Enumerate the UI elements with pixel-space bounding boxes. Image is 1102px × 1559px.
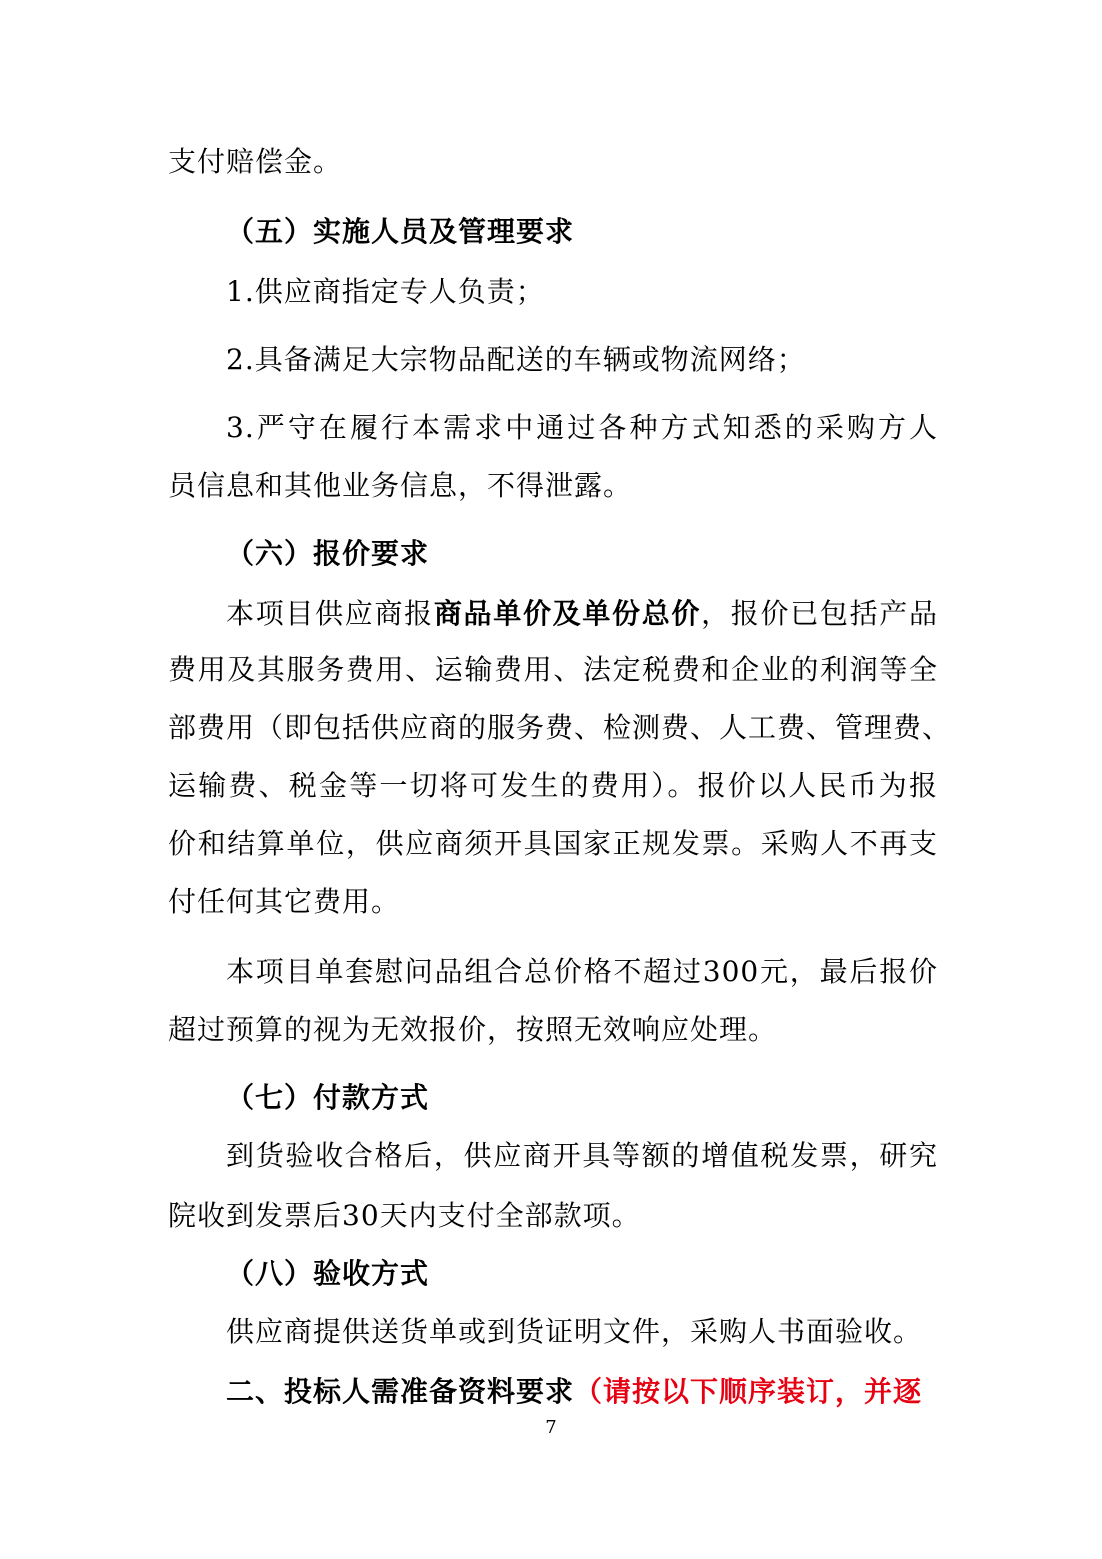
paragraph-line: 到货验收合格后，供应商开具等额的增值税发票，研究 <box>226 1139 938 1172</box>
paragraph-text: 本项目供应商报 <box>226 597 434 630</box>
binding-note: （请按以下顺序装订，并逐 <box>574 1375 923 1408</box>
page-number: 7 <box>545 1417 557 1438</box>
paragraph-line <box>226 594 938 634</box>
list-item-1: 1.供应商指定专人负责； <box>226 275 545 308</box>
paragraph-line: 供应商提供送货单或到货证明文件，采购人书面验收。 <box>226 1315 923 1348</box>
paragraph-line: 费用及其服务费用、运输费用、法定税费和企业的利润等全 <box>168 653 938 686</box>
paragraph-line: 院收到发票后30天内支付全部款项。 <box>168 1199 641 1232</box>
section-heading-5: （五）实施人员及管理要求 <box>226 215 575 248</box>
paragraph-text: ，报价已包括产品 <box>701 597 938 630</box>
paragraph-line: 超过预算的视为无效报价，按照无效响应处理。 <box>168 1013 778 1046</box>
emphasis-text: 商品单价及单份总价 <box>433 597 702 630</box>
list-item-3: 3.严守在履行本需求中通过各种方式知悉的采购方人 <box>226 411 938 444</box>
section-heading-7: （七）付款方式 <box>226 1081 430 1114</box>
paragraph-line: 运输费、税金等一切将可发生的费用）。报价以人民币为报 <box>168 769 938 802</box>
paragraph-line: 支付赔偿金。 <box>168 145 343 178</box>
paragraph-line: 部费用（即包括供应商的服务费、检测费、人工费、管理费、 <box>168 711 952 744</box>
chapter-heading <box>226 1372 938 1412</box>
paragraph-line: 付任何其它费用。 <box>168 885 401 918</box>
section-heading-8: （八）验收方式 <box>226 1257 430 1290</box>
list-item-2: 2.具备满足大宗物品配送的车辆或物流网络； <box>226 343 806 376</box>
paragraph-line: 本项目单套慰问品组合总价格不超过300元，最后报价 <box>226 955 938 988</box>
paragraph-line: 员信息和其他业务信息，不得泄露。 <box>168 469 633 502</box>
paragraph-line: 价和结算单位，供应商须开具国家正规发票。采购人不再支 <box>168 827 938 860</box>
chapter-heading-text: 二、投标人需准备资料要求 <box>226 1375 575 1408</box>
section-heading-6: （六）报价要求 <box>226 537 430 570</box>
